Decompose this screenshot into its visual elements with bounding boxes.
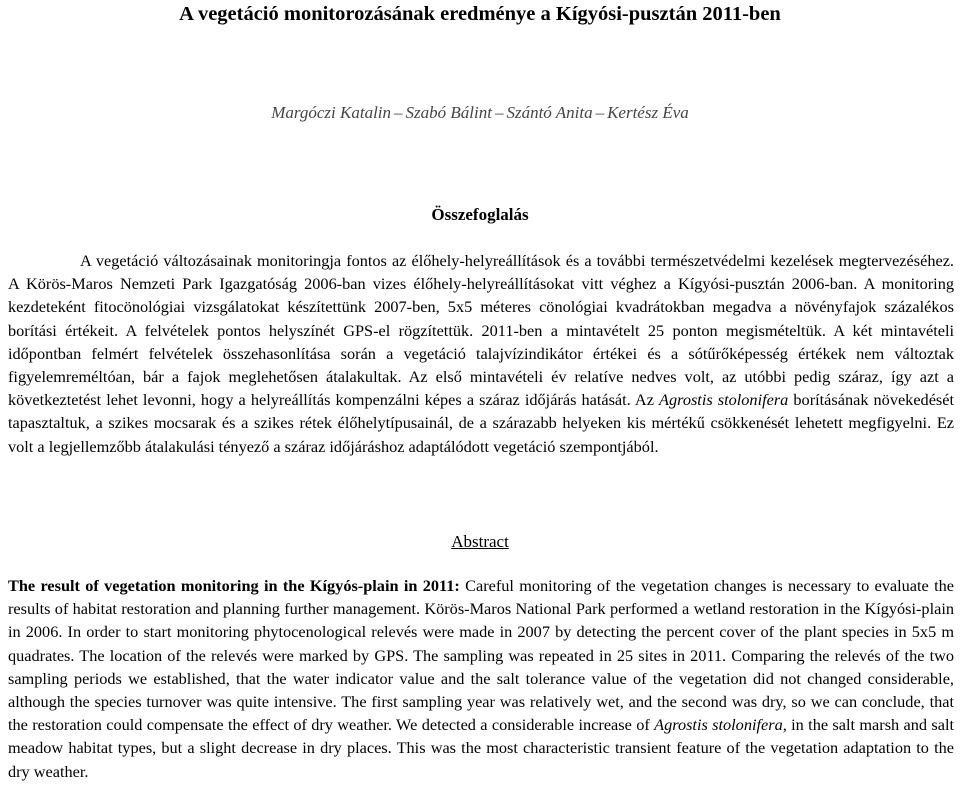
author-name: Szabó Bálint [405, 103, 492, 122]
abstract-text-part: Careful monitoring of the vegetation changes is necessary to evaluate the results of habitat restoration and planning further management. Körös-Maros National Park performed a wetland restoration in the Kígyósi-plain in 2006. In order to start monitoring phytocenological relevés were made in 2007 by detecting the percent cover of the plant species in 5x5 m quadrates. The location of the relevés were marked by GPS. The sampling was repeated in 25 sites in 2011. Comparing the relevés of the two sampling periods we established, that the water indicator value and the salt tolerance value of the vegetation did not changed considerable, although the species turnover was quite intensive. The first sampling year was relatively wet, and the second was dry, so we can conclude, that the restoration could compensate the effect of dry weather. We detected a considerable increase of [8, 576, 954, 735]
abstract-heading: Abstract [451, 532, 509, 551]
summary-heading-hungarian: Összefoglalás [431, 205, 529, 224]
author-separator: – [394, 103, 403, 122]
species-name: Agrostis stolonifera, [654, 715, 787, 735]
abstract-lead: The result of vegetation monitoring in the Kígyós-plain in 2011: [8, 576, 460, 595]
abstract-paragraph [8, 574, 954, 783]
author-separator: – [494, 103, 504, 122]
abstract-text-part: in the salt marsh and salt meadow habitat types, but a slight decrease in dry places. This was the most characteristic transient feature of the vegetation adaptation to the dry weather. [8, 715, 955, 781]
paper-title: A vegetáció monitorozásának eredménye a Kígyósi-pusztán 2011-ben [179, 3, 781, 25]
author-name: Szántó Anita [506, 103, 593, 122]
author-list [0, 102, 960, 124]
summary-paragraph-hungarian [8, 249, 954, 458]
summary-text-part: borításának növekedését tapasztaltuk, a szikes mocsarak és a szikes rétek élőhelytípusainál, de a szárazabb helyeken kis mértékű csökkenését lehetett megfigyelni. Ez volt a legjellemzőbb átalakulási tényező a száraz időjáráshoz adaptálódott vegetáció szempontjából. [8, 390, 955, 456]
author-separator: – [595, 103, 605, 122]
author-name: Kertész Éva [607, 103, 689, 122]
author-name: Margóczi Katalin [271, 103, 392, 122]
species-name: Agrostis stolonifera [659, 390, 789, 410]
summary-text-part: A vegetáció változásainak monitoringja fontos az élőhely-helyreállítások és a további természetvédelmi kezelések megtervezéséhez. A Körös-Maros Nemzeti Park Igazgatóság 2006-ban vizes élőhely-helyreállításokat vitt véghez a Kígyósi-pusztán 2006-ban. A monitoring kezdeteként fitocönológiai vizsgálatokat készítettünk 2007-ben, 5x5 méteres cönológiai kvadrátokban megadva a növényfajok százalékos borítási értékeit. A felvételek pontos helyszínét GPS-el rögzítettük. 2011-ben a mintavételt 25 ponton megismételtük. A két mintavételi időpontban felmért felvételek összehasonlítása során a vegetáció talajvízindikátor értékei és a sótűrőképesség értékek nem változtak figyelemreméltóan, bár a fajok meglehetősen átalakultak. Az első mintavételi év relatíve nedves volt, az utóbbi pedig száraz, így azt a következtetést lehet levonni, hogy a helyreállítás kompenzálni képes a száraz időjárás hatását. Az [8, 251, 954, 410]
